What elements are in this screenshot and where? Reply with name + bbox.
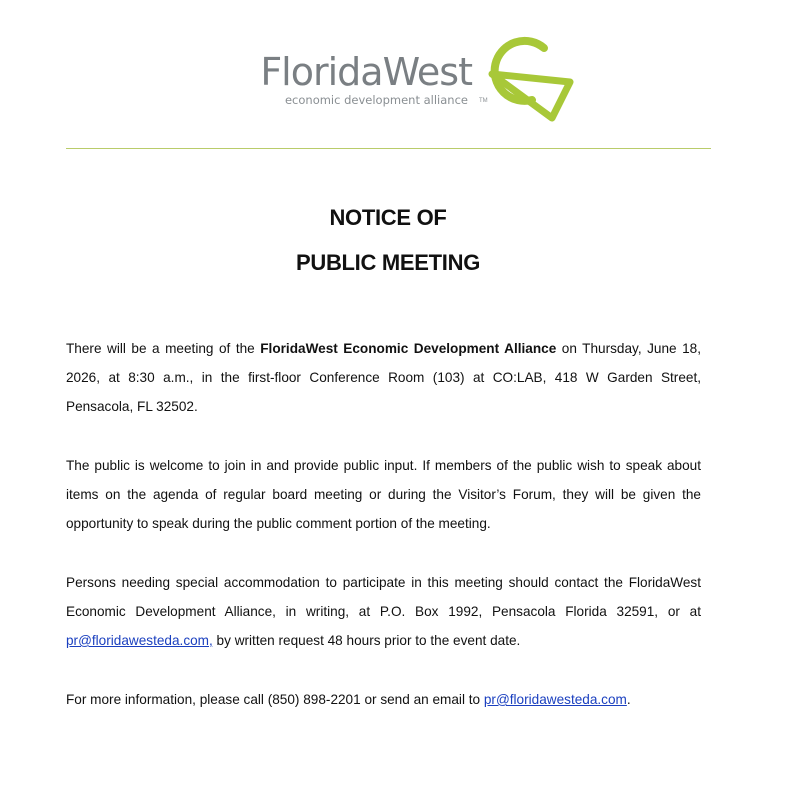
accommodation-text: Persons needing special accommodation to participate in this meeting should contact the FloridaWest Economic Development Alliance, in writing, at P.O. Box 1992, Pensacola Florida 32591, or at — [66, 575, 701, 619]
contact-text: For more information, please call (850) 898-2201 or send an email to — [66, 692, 484, 707]
header-divider — [66, 148, 711, 149]
logo-tagline: economic development alliance — [284, 93, 468, 107]
trademark-mark: TM — [479, 98, 488, 104]
accommodation-closing-text: by written request 48 hours prior to the event date. — [212, 633, 521, 648]
letterhead — [0, 0, 800, 150]
public-input-paragraph: The public is welcome to join in and provide public input. If members of the public wish to speak about items on the agenda of regular board meeting or during the Visitor’s Forum, they will be given the opportunity to speak during the public comment portion of the meeting. — [66, 458, 701, 531]
meeting-intro-text: There will be a meeting of the — [66, 341, 261, 356]
organization-name: FloridaWest Economic Development Alliance — [260, 341, 557, 356]
brand-logo — [222, 52, 472, 107]
meeting-details-paragraph — [66, 334, 701, 421]
logo-emblem-icon — [478, 36, 576, 122]
notice-title-line1: NOTICE OF — [329, 205, 447, 230]
logo-wordmark: FloridaWest — [260, 50, 472, 94]
accommodation-paragraph — [66, 568, 701, 655]
contact-period: . — [626, 692, 631, 707]
contact-paragraph — [66, 685, 701, 714]
accommodation-email-link[interactable]: pr@floridawesteda.com, — [66, 633, 213, 648]
meeting-date-location-text: on Thursday, June 18, 2026, at 8:30 a.m., in the first-floor Conference Room (103) at CO:LAB, 418 W Garden Street, Pensacola, FL 32502. — [66, 341, 702, 414]
notice-title-line2: PUBLIC MEETING — [295, 250, 481, 275]
contact-email-link[interactable]: pr@floridawesteda.com — [483, 692, 627, 707]
